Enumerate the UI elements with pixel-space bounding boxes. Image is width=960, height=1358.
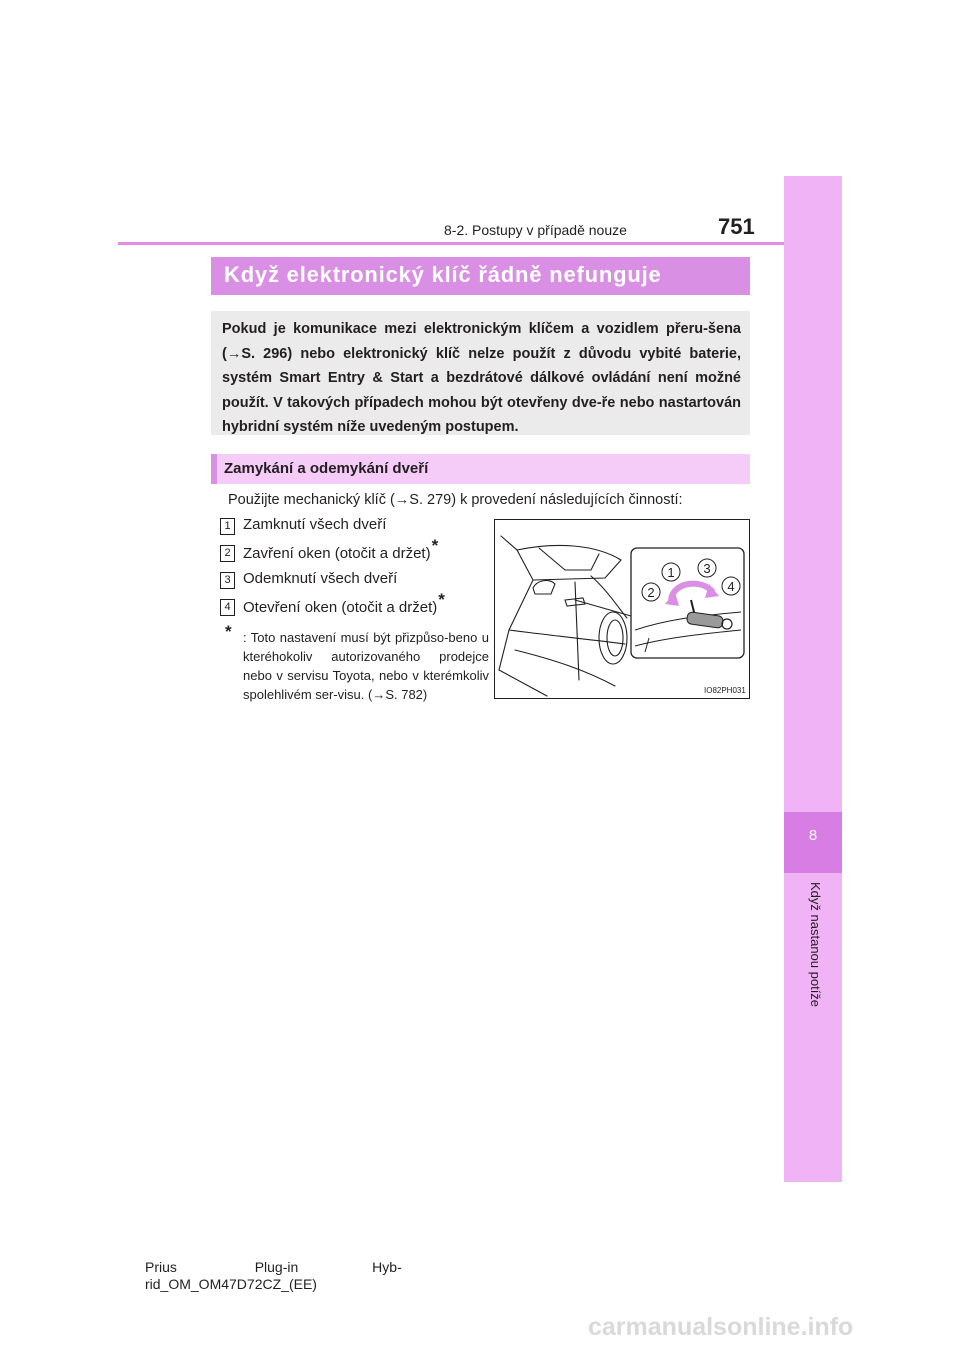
page-number: 751 <box>718 214 755 239</box>
figure-door-key <box>494 519 750 699</box>
step-number-4: 4 <box>220 599 235 616</box>
step-item-1 <box>243 516 386 533</box>
step-text: Odemknutí všech dveří <box>243 570 398 587</box>
footer-line-1: Prius Plug-in Hyb- <box>145 1259 402 1275</box>
callout-4: 4 <box>727 579 735 594</box>
step-text: Zavření oken (otočit a držet) <box>243 545 431 562</box>
step-number-3: 3 <box>220 572 235 589</box>
footnote-marker: * <box>225 622 232 641</box>
intro-text: Pokud je komunikace mezi elektronickým klíčem a vozidlem přeru-šena (→S. 296) nebo elektronický klíč nelze použít z důvodu vybité baterie, systém Smart Entry & Start a bezdrátové dálkové ovládání není možné použít. V takových případech mohou být otevřeny dve-ře nebo nastartován hybridní systém níže uvedeným postupem. <box>222 321 741 435</box>
car-door-illustration <box>495 520 749 698</box>
step-text: Otevření oken (otočit a držet) <box>243 599 438 616</box>
chapter-label: Když nastanou potíže <box>808 882 823 1008</box>
step-number-2: 2 <box>220 545 235 562</box>
page-title: Když elektronický klíč řádně nefunguje <box>224 262 662 287</box>
footnote-text: : Toto nastavení musí být přizpůso-beno u kteréhokoliv autorizovaného prodejce nebo v servisu Toyota, nebo v kterémkoliv spolehlivém ser-visu. (→S. 782) <box>243 630 489 702</box>
usage-text: Použijte mechanický klíč (→S. 279) k provedení následujících činností: <box>228 492 683 508</box>
footnote-star: * <box>438 590 445 609</box>
watermark: carmanualsonline.info <box>588 1313 854 1341</box>
chapter-number: 8 <box>808 827 818 844</box>
footer-line-2: rid_OM_OM47D72CZ_(EE) <box>145 1276 317 1292</box>
chapter-side-tab <box>784 176 842 1182</box>
callout-2: 2 <box>647 585 655 600</box>
step-item-3 <box>243 570 397 587</box>
footnote-star: * <box>431 536 439 555</box>
header-section: 8-2. Postupy v případě nouze <box>444 222 627 238</box>
step-text: Zamknutí všech dveří <box>243 516 387 533</box>
subheading: Zamykání a odemykání dveří <box>224 460 429 477</box>
step-item-4 <box>243 590 445 617</box>
figure-code: IO82PH031 <box>704 686 746 695</box>
subheading-accent <box>211 454 217 484</box>
callout-1: 1 <box>667 565 675 580</box>
header-rule <box>118 242 784 245</box>
callout-3: 3 <box>703 561 711 576</box>
step-number-1: 1 <box>220 518 235 535</box>
step-item-2 <box>243 536 439 563</box>
